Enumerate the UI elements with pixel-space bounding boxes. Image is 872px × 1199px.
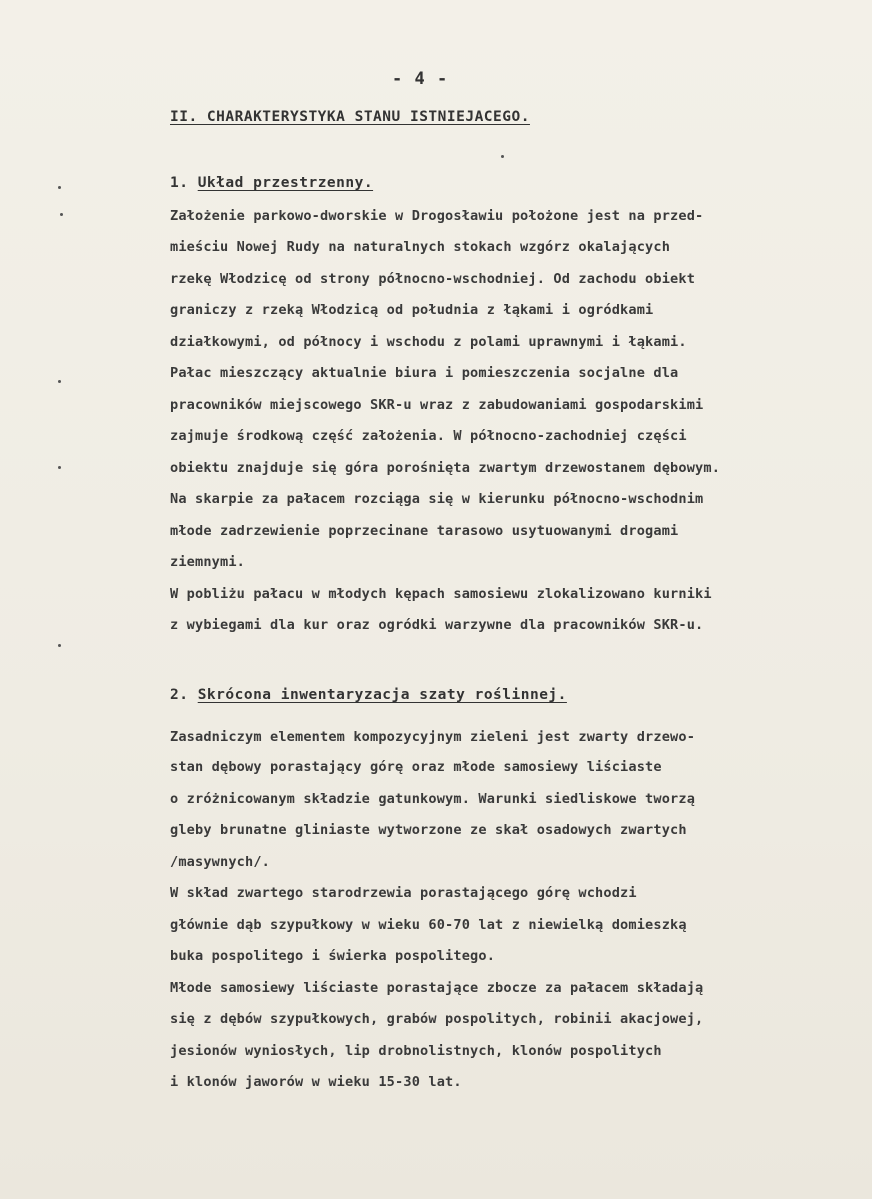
text-line: pracowników miejscowego SKR-u wraz z zabudowaniami gospodarskimi	[170, 397, 704, 413]
text-line: Zasadniczym elementem kompozycyjnym zieleni jest zwarty drzewo-	[170, 729, 696, 745]
section-1-title	[170, 175, 373, 191]
margin-mark	[58, 466, 61, 469]
text-line: Młode samosiewy liściaste porastające zbocze za pałacem składają	[170, 980, 704, 996]
chapter-heading: II. CHARAKTERYSTYKA STANU ISTNIEJACEGO.	[170, 109, 530, 125]
text-line: /masywnych/.	[170, 854, 271, 870]
text-line: z wybiegami dla kur oraz ogródki warzywne dla pracowników SKR-u.	[170, 617, 704, 633]
section-2-number: 2.	[170, 687, 189, 703]
text-line: młode zadrzewienie poprzecinane tarasowo usytuowanymi drogami	[170, 523, 679, 539]
text-line: zajmuje środkową część założenia. W północno-zachodniej części	[170, 428, 687, 444]
text-line: stan dębowy porastający górę oraz młode samosiewy liściaste	[170, 759, 662, 775]
section-1-number: 1.	[170, 175, 189, 191]
margin-mark	[58, 644, 61, 647]
text-line: się z dębów szypułkowych, grabów pospolitych, robinii akacjowej,	[170, 1011, 704, 1027]
margin-mark	[58, 380, 61, 383]
text-line: działkowymi, od północy i wschodu z polami uprawnymi i łąkami.	[170, 334, 687, 350]
text-line: o zróżnicowanym składzie gatunkowym. Warunki siedliskowe tworzą	[170, 791, 696, 807]
text-line: graniczy z rzeką Włodzicą od południa z łąkami i ogródkami	[170, 302, 654, 318]
text-line: Pałac mieszczący aktualnie biura i pomieszczenia socjalne dla	[170, 365, 679, 381]
speck	[501, 155, 504, 158]
text-line: jesionów wyniosłych, lip drobnolistnych, klonów pospolitych	[170, 1043, 662, 1059]
text-line: głównie dąb szypułkowy w wieku 60-70 lat z niewielką domieszką	[170, 917, 687, 933]
text-line: mieściu Nowej Rudy na naturalnych stokach wzgórz okalających	[170, 239, 671, 255]
text-line: Założenie parkowo-dworskie w Drogosławiu położone jest na przed-	[170, 208, 704, 224]
section-2-title-text: Skrócona inwentaryzacja szaty roślinnej.	[197, 687, 567, 703]
text-line: buka pospolitego i świerka pospolitego.	[170, 948, 496, 964]
section-2-title	[170, 687, 567, 703]
text-line: W skład zwartego starodrzewia porastającego górę wchodzi	[170, 885, 637, 901]
margin-mark	[60, 213, 63, 216]
text-line: rzekę Włodzicę od strony północno-wschodniej. Od zachodu obiekt	[170, 271, 696, 287]
text-line: gleby brunatne gliniaste wytworzone ze skał osadowych zwartych	[170, 822, 687, 838]
text-line: W pobliżu pałacu w młodych kępach samosiewu zlokalizowano kurniki	[170, 586, 712, 602]
text-line: Na skarpie za pałacem rozciąga się w kierunku północno-wschodnim	[170, 491, 704, 507]
text-line: obiektu znajduje się góra porośnięta zwartym drzewostanem dębowym.	[170, 460, 721, 476]
section-1-title-text: Układ przestrzenny.	[197, 175, 374, 191]
page-number: - 4 -	[392, 69, 449, 89]
text-line: i klonów jaworów w wieku 15-30 lat.	[170, 1074, 462, 1090]
text-line: ziemnymi.	[170, 554, 246, 570]
margin-mark	[58, 186, 61, 189]
